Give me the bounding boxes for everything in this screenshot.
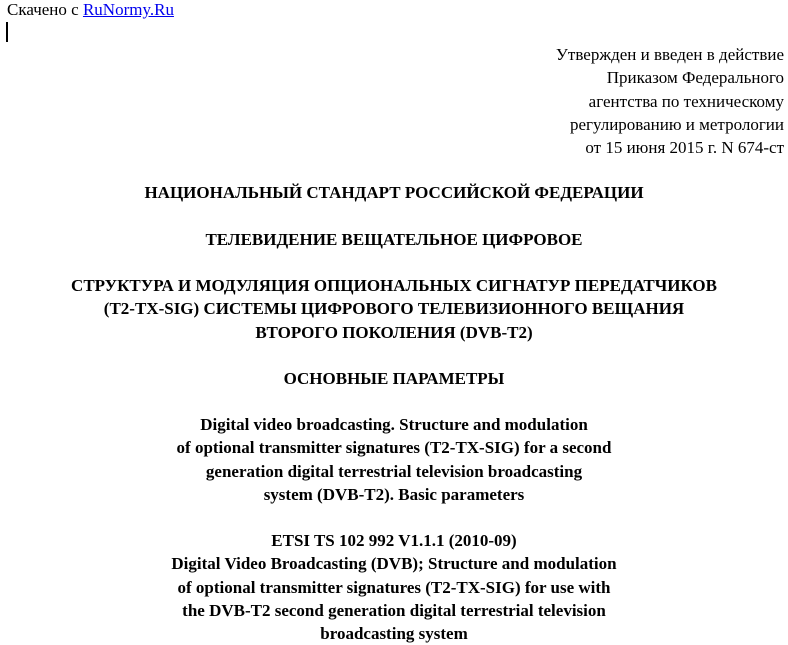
approval-line: агентства по техническому [588,91,784,111]
subtitle: ОСНОВНЫЕ ПАРАМЕТРЫ [283,369,505,388]
english-title [0,413,788,506]
english-title-line: generation digital terrestrial television broadcasting [205,461,583,481]
topic: ТЕЛЕВИДЕНИЕ ВЕЩАТЕЛЬНОЕ ЦИФРОВОЕ [205,230,583,249]
etsi-line: broadcasting system [320,624,468,644]
subtitle-heading [0,367,788,390]
title-line: ВТОРОГО ПОКОЛЕНИЯ (DVB-T2) [255,322,533,342]
approval-line: Приказом Федерального [606,68,784,88]
etsi-line: ETSI TS 102 992 V1.1.1 (2010-09) [271,531,517,550]
text-cursor [6,22,8,42]
english-title-line: system (DVB-T2). Basic parameters [263,484,525,504]
title-line: СТРУКТУРА И МОДУЛЯЦИЯ ОПЦИОНАЛЬНЫХ СИГНАТУР ПЕРЕДАТЧИКОВ [71,276,717,295]
standard-type: НАЦИОНАЛЬНЫЙ СТАНДАРТ РОССИЙСКОЙ ФЕДЕРАЦИИ [144,183,644,202]
source-line [7,0,174,20]
approval-line: от 15 июня 2015 г. N 674-ст [585,138,784,158]
topic-heading [0,228,788,251]
source-link[interactable]: RuNormy.Ru [82,0,174,19]
etsi-line: Digital Video Broadcasting (DVB); Structure and modulation [171,554,617,574]
source-prefix: Скачено с [7,0,79,19]
title-line: (T2-TX-SIG) СИСТЕМЫ ЦИФРОВОГО ТЕЛЕВИЗИОННОГО ВЕЩАНИЯ [103,299,685,319]
approval-line: регулированию и метрологии [569,114,784,134]
approval-line: Утвержден и введен в действие [555,45,784,64]
approval-block [556,43,784,159]
standard-type-heading [0,181,788,204]
etsi-line: of optional transmitter signatures (T2-TX-SIG) for use with [177,577,611,597]
etsi-line: the DVB-T2 second generation digital terrestrial television [182,600,606,620]
etsi-reference [0,529,788,645]
english-title-line: Digital video broadcasting. Structure and modulation [200,415,588,434]
document-title [0,274,788,344]
english-title-line: of optional transmitter signatures (T2-TX-SIG) for a second [176,438,612,458]
